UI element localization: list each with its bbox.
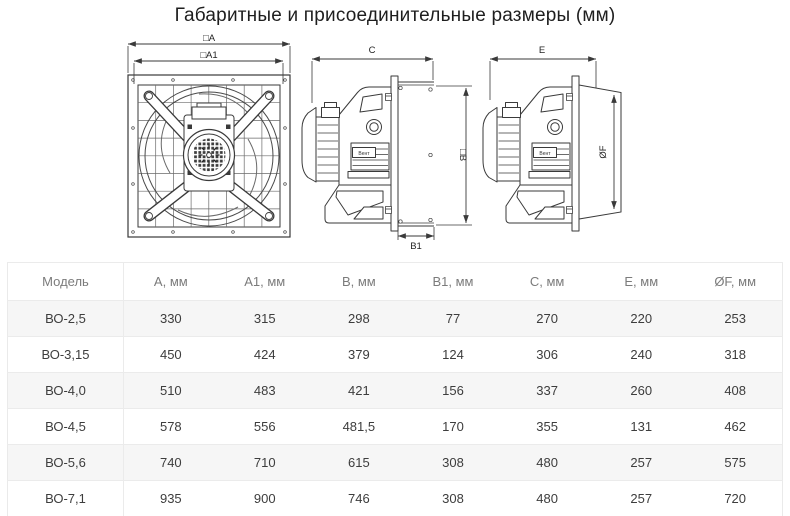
model-cell: ВО-3,15: [8, 337, 124, 373]
value-cell: 483: [218, 373, 312, 409]
motor-end-cap: [302, 108, 316, 183]
motor-shaft: [207, 153, 212, 158]
dimensions-table: [7, 262, 783, 516]
motor-front: [184, 103, 235, 191]
value-cell: 253: [688, 301, 782, 337]
value-cell: 170: [406, 409, 500, 445]
front-view: [128, 33, 290, 237]
value-cell: 935: [124, 481, 218, 516]
header-row: [8, 263, 783, 301]
value-cell: 124: [406, 337, 500, 373]
model-cell: ВО-4,5: [8, 409, 124, 445]
table-row: [8, 409, 783, 445]
value-cell: 578: [124, 409, 218, 445]
value-cell: 257: [594, 445, 688, 481]
dim-a1: [134, 50, 283, 84]
table-row: [8, 481, 783, 516]
terminal-box: [192, 107, 226, 119]
value-cell: 462: [688, 409, 782, 445]
value-cell: 710: [218, 445, 312, 481]
dim-b1: [398, 227, 434, 252]
table-row: [8, 445, 783, 481]
bracket-cutout-top: [360, 94, 382, 112]
table-row: [8, 301, 783, 337]
column-header: C, мм: [500, 263, 594, 301]
dim-c-label: C: [368, 45, 376, 56]
value-cell: 450: [124, 337, 218, 373]
value-cell: 480: [500, 481, 594, 516]
brand-logo: Вент: [358, 151, 370, 157]
column-header: Модель: [8, 263, 124, 301]
table-head: [8, 263, 783, 301]
dim-e-label: E: [538, 45, 546, 56]
column-header: E, мм: [594, 263, 688, 301]
value-cell: 240: [594, 337, 688, 373]
dim-b: [436, 86, 472, 225]
value-cell: 318: [688, 337, 782, 373]
value-cell: 77: [406, 301, 500, 337]
value-cell: 481,5: [312, 409, 406, 445]
model-cell: ВО-5,6: [8, 445, 124, 481]
value-cell: 900: [218, 481, 312, 516]
dim-a1-label: □A1: [200, 50, 218, 61]
column-header: A, мм: [124, 263, 218, 301]
fan-side-assembly: [302, 76, 398, 231]
dim-b-label: □B: [457, 148, 468, 162]
column-header: B, мм: [312, 263, 406, 301]
duct-holes: [399, 86, 432, 223]
value-cell: 556: [218, 409, 312, 445]
value-cell: 337: [500, 373, 594, 409]
dim-f-label: ØF: [598, 145, 609, 159]
value-cell: 379: [312, 337, 406, 373]
table-row: [8, 337, 783, 373]
value-cell: 355: [500, 409, 594, 445]
table-body: [8, 301, 783, 516]
value-cell: 408: [688, 373, 782, 409]
value-cell: 330: [124, 301, 218, 337]
column-header: B1, мм: [406, 263, 500, 301]
value-cell: 575: [688, 445, 782, 481]
model-cell: ВО-4,0: [8, 373, 124, 409]
value-cell: 720: [688, 481, 782, 516]
value-cell: 510: [124, 373, 218, 409]
value-cell: 270: [500, 301, 594, 337]
value-cell: 131: [594, 409, 688, 445]
dim-a-label: □A: [202, 33, 216, 44]
value-cell: 306: [500, 337, 594, 373]
value-cell: 740: [124, 445, 218, 481]
value-cell: 746: [312, 481, 406, 516]
value-cell: 308: [406, 445, 500, 481]
value-cell: 615: [312, 445, 406, 481]
value-cell: 424: [218, 337, 312, 373]
model-cell: ВО-7,1: [8, 481, 124, 516]
value-cell: 257: [594, 481, 688, 516]
value-cell: 308: [406, 481, 500, 516]
bracket-ledge: [348, 172, 389, 179]
terminal-box-side: [322, 108, 340, 118]
mounting-flange: [391, 76, 398, 231]
model-cell: ВО-2,5: [8, 301, 124, 337]
dim-b1-label: B1: [410, 241, 422, 252]
motor-fins-block: [351, 143, 389, 170]
motor-side: [302, 103, 340, 183]
value-cell: 480: [500, 445, 594, 481]
column-header: ØF, мм: [688, 263, 782, 301]
value-cell: 315: [218, 301, 312, 337]
value-cell: 220: [594, 301, 688, 337]
value-cell: 156: [406, 373, 500, 409]
page-title: Габаритные и присоединительные размеры (мм): [174, 5, 616, 26]
value-cell: 421: [312, 373, 406, 409]
table-row: [8, 373, 783, 409]
value-cell: 298: [312, 301, 406, 337]
value-cell: 260: [594, 373, 688, 409]
column-header: A1, мм: [218, 263, 312, 301]
